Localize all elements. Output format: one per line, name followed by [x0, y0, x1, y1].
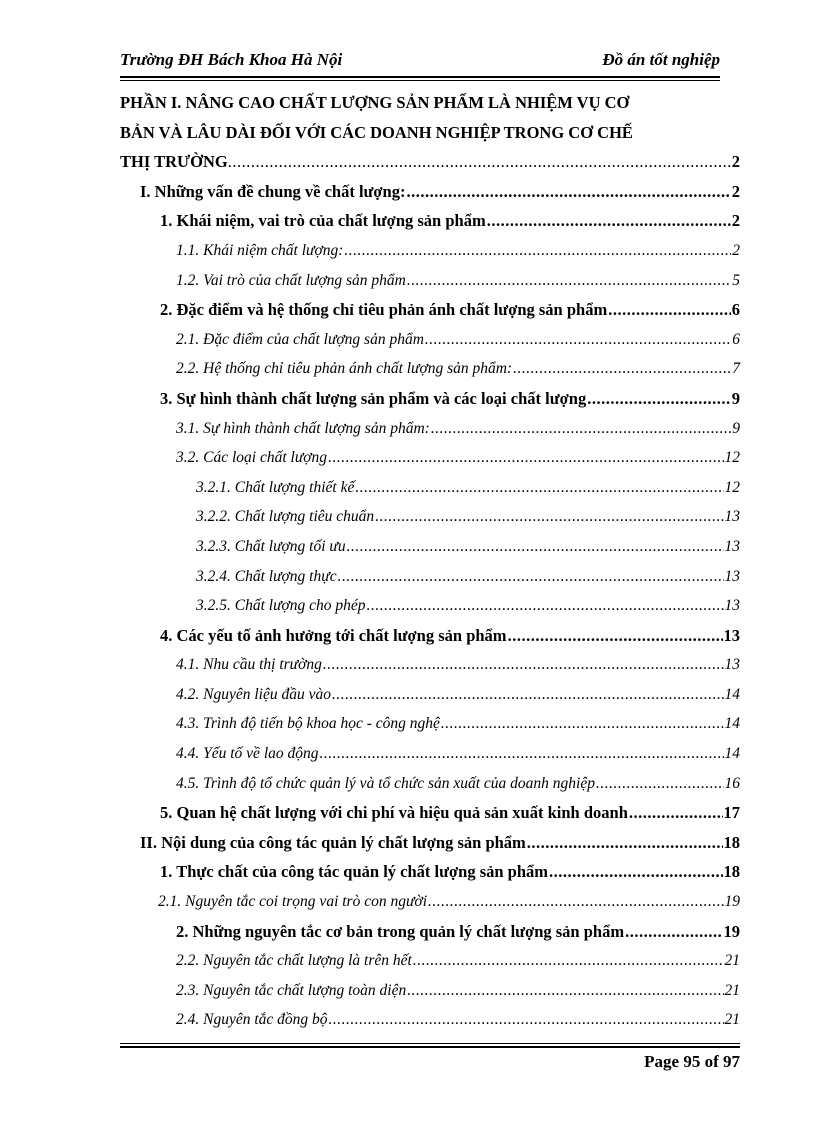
toc-entry-text: 3.2.1. Chất lượng thiết kế [196, 478, 355, 496]
dot-leader [367, 591, 724, 621]
toc-entry-page: 2 [731, 211, 740, 231]
dot-leader [347, 532, 724, 562]
toc-entry [120, 917, 740, 947]
toc-entry [120, 266, 740, 296]
dot-leader [587, 384, 731, 414]
toc-entry-text: 4.3. Trình độ tiến bộ khoa học - công nghệ [176, 715, 440, 733]
toc-entry-page: 9 [731, 388, 740, 408]
dot-leader [413, 946, 724, 976]
toc-entry [120, 946, 740, 976]
toc-entry-page: 7 [732, 360, 740, 378]
toc-entry-page: 13 [724, 567, 740, 585]
header-rule [120, 76, 720, 81]
dot-leader [596, 769, 724, 799]
toc-entry-page: 14 [724, 685, 740, 703]
dot-leader [320, 739, 724, 769]
toc-entry [120, 177, 740, 207]
toc-entry-text: 1.1. Khái niệm chất lượng: [176, 241, 344, 259]
part-title-line3 [120, 147, 740, 177]
toc-entry [120, 236, 740, 266]
toc-entry-text: 3.2. Các loại chất lượng [176, 449, 328, 467]
dot-leader [407, 266, 731, 296]
toc-entry-page: 2 [732, 241, 740, 259]
part-title-line1: PHẦN I. NÂNG CAO CHẤT LƯỢNG SẢN PHẨM LÀ NHIỆM VỤ CƠ [120, 93, 630, 112]
toc-entry-page: 9 [732, 419, 740, 437]
toc-entry-page: 14 [724, 745, 740, 763]
toc-entry-text: 4. Các yếu tố ảnh hưởng tới chất lượng sản phẩm [160, 625, 507, 645]
toc-entry [120, 798, 740, 828]
toc-entry-text: 1.2. Vai trò của chất lượng sản phẩm [176, 271, 406, 289]
toc-entry [120, 562, 740, 592]
toc-entry-page: 14 [724, 715, 740, 733]
dot-leader [487, 206, 731, 236]
dot-leader [406, 177, 730, 207]
toc-entry-page: 2 [731, 181, 740, 201]
dot-leader [431, 414, 731, 444]
toc-entry [120, 709, 740, 739]
toc-entry-text: 4.2. Nguyên liệu đầu vào [176, 685, 331, 703]
toc-entry [120, 502, 740, 532]
toc-entry-text: I. Những vấn đề chung về chất lượng: [140, 181, 406, 201]
toc-entry-page: 13 [724, 537, 740, 555]
toc-entry-page: 13 [724, 508, 740, 526]
toc-entry [120, 354, 740, 384]
toc-entry-text: 3.2.3. Chất lượng tối ưu [196, 537, 346, 555]
header-school: Trường ĐH Bách Khoa Hà Nội [120, 50, 343, 69]
toc-entry [120, 976, 740, 1006]
dot-leader [329, 1005, 724, 1035]
toc-entry [120, 887, 740, 917]
toc-entry-text: 4.1. Nhu cầu thị trường [176, 656, 322, 674]
toc-entry [120, 443, 740, 473]
toc-entry [120, 621, 740, 651]
dot-leader [332, 680, 724, 710]
dot-leader [625, 917, 722, 947]
part-title-text: THỊ TRƯỜNG [120, 152, 228, 172]
toc-entry-text: 2.3. Nguyên tắc chất lượng toàn diện [176, 981, 407, 999]
table-of-contents [120, 88, 740, 1035]
toc-entry-text: 3.2.4. Chất lượng thực [196, 567, 337, 585]
dot-leader [527, 828, 723, 858]
toc-entry-page: 13 [724, 656, 740, 674]
dot-leader [355, 473, 723, 503]
toc-entry-page: 17 [723, 803, 740, 823]
toc-entry [120, 650, 740, 680]
dot-leader [228, 147, 732, 177]
toc-entry-text: 2.4. Nguyên tắc đồng bộ [176, 1011, 328, 1029]
dot-leader [425, 325, 731, 355]
toc-entry-text: 3.2.2. Chất lượng tiêu chuẩn [196, 508, 375, 526]
dot-leader [407, 976, 723, 1006]
toc-entry [120, 532, 740, 562]
toc-entry-page: 6 [732, 330, 740, 348]
toc-entry-text: 5. Quan hệ chất lượng với chi phí và hiệu quả sản xuất kinh doanh [160, 803, 628, 823]
toc-entry-page: 13 [723, 625, 740, 645]
toc-entry-page: 19 [723, 921, 740, 941]
dot-leader [375, 502, 723, 532]
page-number: Page 95 of 97 [644, 1052, 740, 1071]
toc-entry-text: II. Nội dung của công tác quản lý chất lượng sản phẩm [140, 832, 526, 852]
toc-entry [120, 414, 740, 444]
toc-entry [120, 769, 740, 799]
toc-entry-text: 2. Những nguyên tắc cơ bản trong quản lý chất lượng sản phẩm [176, 921, 625, 941]
toc-entry-text: 3.2.5. Chất lượng cho phép [196, 597, 366, 615]
dot-leader [441, 709, 724, 739]
toc-entry [120, 295, 740, 325]
dot-leader [323, 650, 724, 680]
toc-entry [120, 206, 740, 236]
part-page: 2 [731, 152, 740, 172]
toc-entry-page: 12 [724, 478, 740, 496]
toc-entry-page: 19 [724, 893, 740, 911]
toc-entry-page: 21 [724, 952, 740, 970]
toc-entry-text: 2. Đặc điểm và hệ thống chỉ tiêu phản ánh chất lượng sản phẩm [160, 300, 608, 320]
toc-entry-page: 6 [731, 300, 740, 320]
toc-entry-text: 2.2. Hệ thống chỉ tiêu phản ánh chất lượng sản phẩm: [176, 360, 513, 378]
toc-entry [120, 591, 740, 621]
toc-entry-page: 12 [724, 449, 740, 467]
toc-entry-page: 18 [723, 832, 740, 852]
toc-entry-text: 4.5. Trình độ tổ chức quản lý và tổ chức sản xuất của doanh nghiệp [176, 774, 595, 792]
toc-entry [120, 1005, 740, 1035]
dot-leader [328, 443, 723, 473]
toc-entry-text: 4.4. Yếu tố về lao động [176, 745, 319, 763]
footer-rule [120, 1043, 740, 1048]
dot-leader [629, 798, 723, 828]
toc-entry [120, 680, 740, 710]
toc-entry [120, 325, 740, 355]
toc-entry-page: 16 [724, 774, 740, 792]
toc-entry-text: 1. Khái niệm, vai trò của chất lượng sản phẩm [160, 211, 486, 231]
toc-entry-text: 3.1. Sự hình thành chất lượng sản phẩm: [176, 419, 430, 437]
toc-entry-text: 2.2. Nguyên tắc chất lượng là trên hết [176, 952, 412, 970]
toc-entry-page: 13 [724, 597, 740, 615]
toc-entry [120, 857, 740, 887]
toc-entry-page: 21 [724, 1011, 740, 1029]
toc-entry-text: 3. Sự hình thành chất lượng sản phẩm và các loại chất lượng [160, 388, 587, 408]
dot-leader [513, 354, 731, 384]
toc-entry-page: 21 [724, 981, 740, 999]
dot-leader [608, 295, 731, 325]
toc-entry-text: 2.1. Nguyên tắc coi trọng vai trò con người [158, 893, 427, 911]
part-title-line2: BẢN VÀ LÂU DÀI ĐỐI VỚI CÁC DOANH NGHIỆP TRONG CƠ CHẾ [120, 122, 633, 142]
dot-leader [338, 562, 724, 592]
toc-entry-text: 2.1. Đặc điểm của chất lượng sản phẩm [176, 330, 424, 348]
dot-leader [549, 857, 722, 887]
toc-entry [120, 473, 740, 503]
toc-entry [120, 739, 740, 769]
dot-leader [428, 887, 724, 917]
toc-entry-page: 5 [732, 271, 740, 289]
toc-entry-page: 18 [723, 862, 740, 882]
page-header [120, 50, 720, 74]
toc-entry [120, 828, 740, 858]
toc-entry [120, 384, 740, 414]
dot-leader [508, 621, 723, 651]
header-doc-type: Đồ án tốt nghiệp [602, 50, 720, 69]
toc-entry-text: 1. Thực chất của công tác quản lý chất lượng sản phẩm [160, 862, 549, 882]
dot-leader [344, 236, 731, 266]
